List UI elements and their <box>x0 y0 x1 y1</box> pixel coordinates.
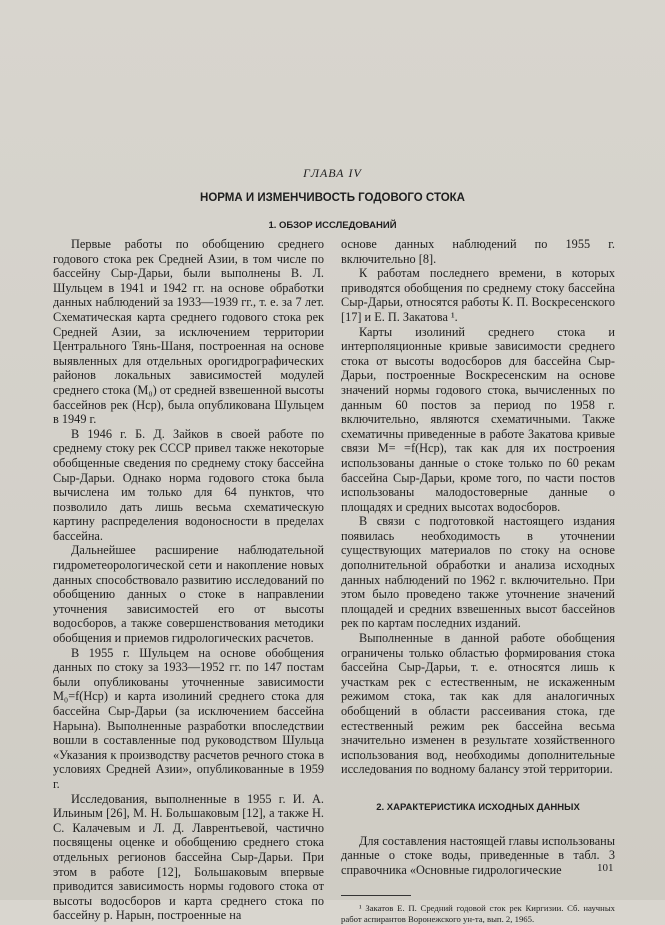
section-heading-1: 1. ОБЗОР ИССЛЕДОВАНИЙ <box>268 220 397 231</box>
paragraph: основе данных наблюдений по 1955 г. включительно [8]. <box>341 237 615 266</box>
paragraph: Карты изолиний среднего стока и интерполяционные кривые зависимости среднего стока от высоты водосборов для бассейна Сыр-Дарьи, построенные Воскресенским на основе значений нормы годового стока, вычисленных по данным 60 постов за период по 1958 г. включительно, являются схематичными. Также схематичны приведенные в работе Закатова кривые связи M= =f(Hср), так как для их построения использованы данные о стоке только по 60 рекам бассейна Сыр-Дарьи, кроме того, по части постов использованы малодостоверные данные о площадях и средних высотах водосборов. <box>341 324 615 514</box>
paragraph: Выполненные в данной работе обобщения ограничены только областью формирования стока бассейна Сыр-Дарьи, т. е. относятся лишь к участкам рек с естественным, не искаженным режимом стока, так как для аналогичных обобщений в области рассеивания стока, где естественный режим рек бассейна весьма значительно изменен в результате хозяйственного использования вод, необходимы дополнительные исследования по водному балансу этой территории. <box>341 631 615 777</box>
footnote: ¹ Закатов Е. П. Средний годовой сток рек Киргизии. Сб. научных работ аспирантов Воронежского ун-та, вып. 2, 1965. <box>341 903 615 925</box>
paragraph: Первые работы по обобщению среднего годового стока рек Средней Азии, в том числе по бассейну Сыр-Дарьи, были выполнены В. Л. Шульцем в 1941 и 1942 гг. на основе обработки данных наблюдений за 1933—1939 гг., т. е. за 7 лет. Схематическая карта среднего годового стока рек Средней Азии, за исключением территории Центрального Тянь-Шаня, построенная на основе выявленных для отдельных орогидрографических районов локальных зависимостей модулей среднего стока (M₀) от средней взвешенной высоты бассейнов рек (Hср), была опубликована Шульцем в 1949 г. <box>53 237 324 427</box>
chapter-label: ГЛАВА IV <box>303 166 362 180</box>
paragraph: Дальнейшее расширение наблюдательной гидрометеорологической сети и накопление новых данных способствовало развитию исследований по обобщению данных о стоке в направлении уточнения зависимостей его от высоты водосборов, а также совершенствования методики обобщения и приемов гидрологических расчетов. <box>53 543 324 646</box>
section-heading-2: 2. ХАРАКТЕРИСТИКА ИСХОДНЫХ ДАННЫХ <box>376 801 580 813</box>
paragraph: К работам последнего времени, в которых приводятся обобщения по среднему стоку бассейна Сыр-Дарьи, относятся работы К. П. Воскресенского [17] и Е. П. Закатова ¹. <box>341 266 615 324</box>
page-number: 101 <box>597 862 614 874</box>
right-column <box>341 237 615 925</box>
paragraph: Исследования, выполненные в 1955 г. И. А. Ильиным [26], М. Н. Большаковым [12], а также Н. С. Калачевым и Л. Д. Лаврентьевой, частично посвящены оценке и обобщению среднего стока отдельных регионов бассейна Сыр-Дарьи. При этом в работе [12], Большаковым впервые приводится зависимость нормы годового стока от высоты водосборов и карта среднего стока по бассейну р. Нарын, построенные на <box>53 791 324 923</box>
paragraph: В 1955 г. Шульцем на основе обобщения данных по стоку за 1933—1952 гг. по 147 постам были опубликованы уточненные зависимости M₀=f(Hср) и карта изолиний среднего стока для бассейна Сыр-Дарьи (за исключением бассейна Нарына). Выполненные разработки впоследствии вошли в составленные под руководством Шульца «Указания к производству расчетов речного стока в условиях Средней Азии», опубликованные в 1959 г. <box>53 645 324 791</box>
paragraph: В 1946 г. Б. Д. Зайков в своей работе по среднему стоку рек СССР привел также некоторые обобщенные сведения по среднему стоку бассейна Сыр-Дарьи. Однако норма годового стока была вычислена им только для 64 пунктов, что позволило дать лишь весьма схематическую картину распределения водоносности в пределах бассейна. <box>53 426 324 543</box>
chapter-title: НОРМА И ИЗМЕНЧИВОСТЬ ГОДОВОГО СТОКА <box>200 192 465 204</box>
paragraph: В связи с подготовкой настоящего издания появилась необходимость в уточнении существующих материалов по стоку на основе дополнительной обработки и анализа исходных данных наблюдений по 1962 г. включительно. При этом было проведено также уточнение значений площадей и средних взвешенных высот бассейнов рек по картам последних изданий. <box>341 514 615 631</box>
left-column <box>53 237 324 923</box>
footnote-divider <box>341 895 411 896</box>
paragraph: Для составления настоящей главы использованы данные о стоке воды, приведенные в табл. 3 справочника «Основные гидрологические <box>341 833 615 877</box>
